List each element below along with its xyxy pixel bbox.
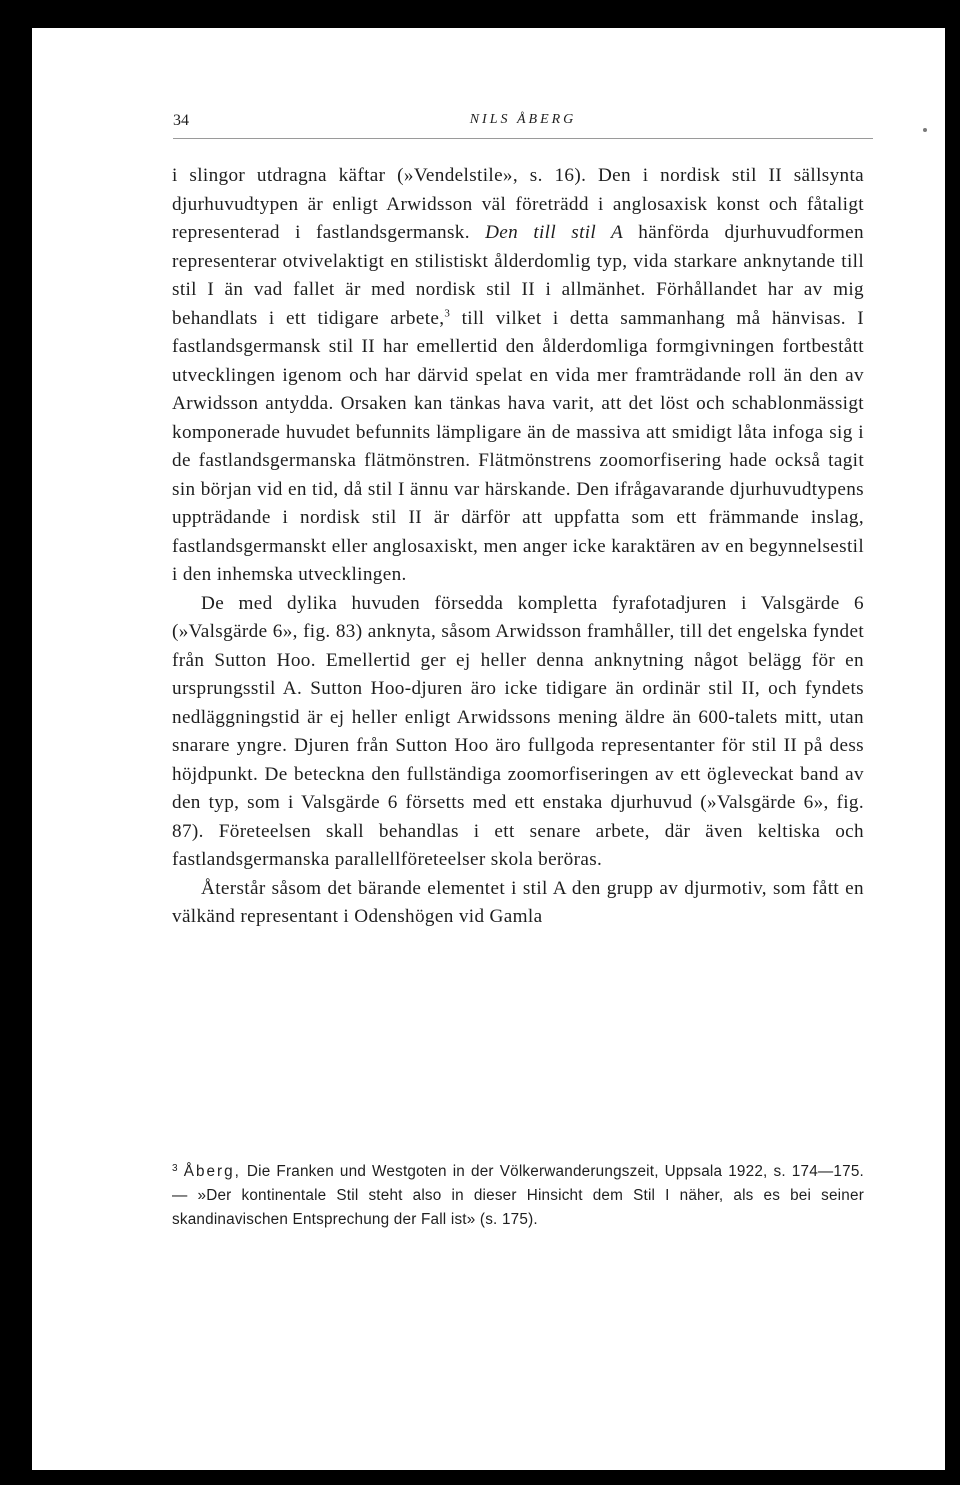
book-page	[32, 28, 945, 1470]
paragraph-2: De med dylika huvuden försedda kompletta fyrafotadjuren i Valsgärde 6 (»Valsgärde 6», fig. 83) anknyta, såsom Arwidsson framhåller, till det engelska fyndet från Sutton Hoo. Emellertid ger ej heller denna anknytning något belägg för en ursprungsstil A. Sutton Hoo-djuren äro icke tidigare än ordinär stil II, och fyndets nedläggningstid är ej heller enligt Arwidssons mening äldre än 600-talets mitt, utan snarare yngre. Djuren från Sutton Hoo äro fullgoda representanter för stil II på dess höjdpunkt. De beteckna den fullständiga zoomorfiseringen av ett ögleveckat band av den typ, som i Valsgärde 6 försetts med ett enstaka djurhuvud (»Valsgärde 6», fig. 87). Företeelsen skall behandlas i ett senare arbete, där även keltiska och fastlandsgermanska parallellföreteelser skola beröras.	[172, 592, 864, 870]
header-author: NILS ÅBERG	[469, 112, 577, 127]
paragraph-1-lead: i slingor utdragna käftar (»Vendelstile», s. 16). Den i nordisk stil II sällsynta djurhuvudtypen är enligt Arwidsson väl företrädd i anglosaxisk konst och fåtaligt representerad i fastlandsgermansk.	[172, 165, 864, 243]
footnote-reference: 3	[444, 307, 451, 320]
paragraph-1-continuation: till vilket i detta sammanhang må hänvisas. I fastlandsgermansk stil II har emellertid den ålderdomliga formgivningen fortbestått utvecklingen igenom och har därvid spelat en vida mer framträdande roll än den av Arwidsson antydda. Orsaken kan tänkas hava varit, att det löst och schablonmässigt komponerade huvudet befunnits lämpligare än de massiva att smidigt låta infoga sig i de fastlandsgermanska flätmönstren. Flätmönstrens zoomorfisering hade också tagit sin början vid en tid, då stil I ännu var härskande. Den ifrågavarande djurhuvudtypens uppträdande i nordisk stil II är därför att uppfatta som ett främmande inslag, fastlandsgermanskt eller anglosaxiskt, men anger icke karaktären av en begynnelsestil i den inhemska utvecklingen.	[172, 307, 865, 585]
paragraph-1-text: hänförda djurhuvudformen representerar otvivelaktigt en stilistiskt ålderdomlig typ, vida starkare anknytande till stil I än vad fallet är med nordisk stil II i allmänhet. Förhållandet har av mig behandlats i ett tidigare arbete,	[172, 222, 864, 329]
footnote-author: Åberg,	[183, 1163, 241, 1180]
page-number: 34	[173, 112, 189, 129]
body-text	[172, 162, 864, 932]
footnote-marker: 3	[172, 1163, 178, 1174]
footnote-3	[172, 1157, 864, 1232]
paragraph-3: Återstår såsom det bärande elementet i stil A den grupp av djurmotiv, som fått en välkänd representant i Odenshögen vid Gamla	[172, 877, 864, 927]
running-header	[173, 110, 873, 139]
page-frame	[32, 28, 945, 1470]
italic-phrase: Den till stil A	[485, 222, 624, 243]
footnotes	[172, 1157, 864, 1232]
footnote-text: Die Franken und Westgoten in der Völkerwanderungszeit, Uppsala 1922, s. 174—175. — »Der kontinentale Stil steht also in dieser Hinsicht dem Stil I näher, als es bei seiner skandinavischen Entsprechung der Fall ist» (s. 175).	[172, 1163, 864, 1228]
paragraph-1	[172, 162, 864, 590]
margin-speck	[923, 128, 927, 132]
